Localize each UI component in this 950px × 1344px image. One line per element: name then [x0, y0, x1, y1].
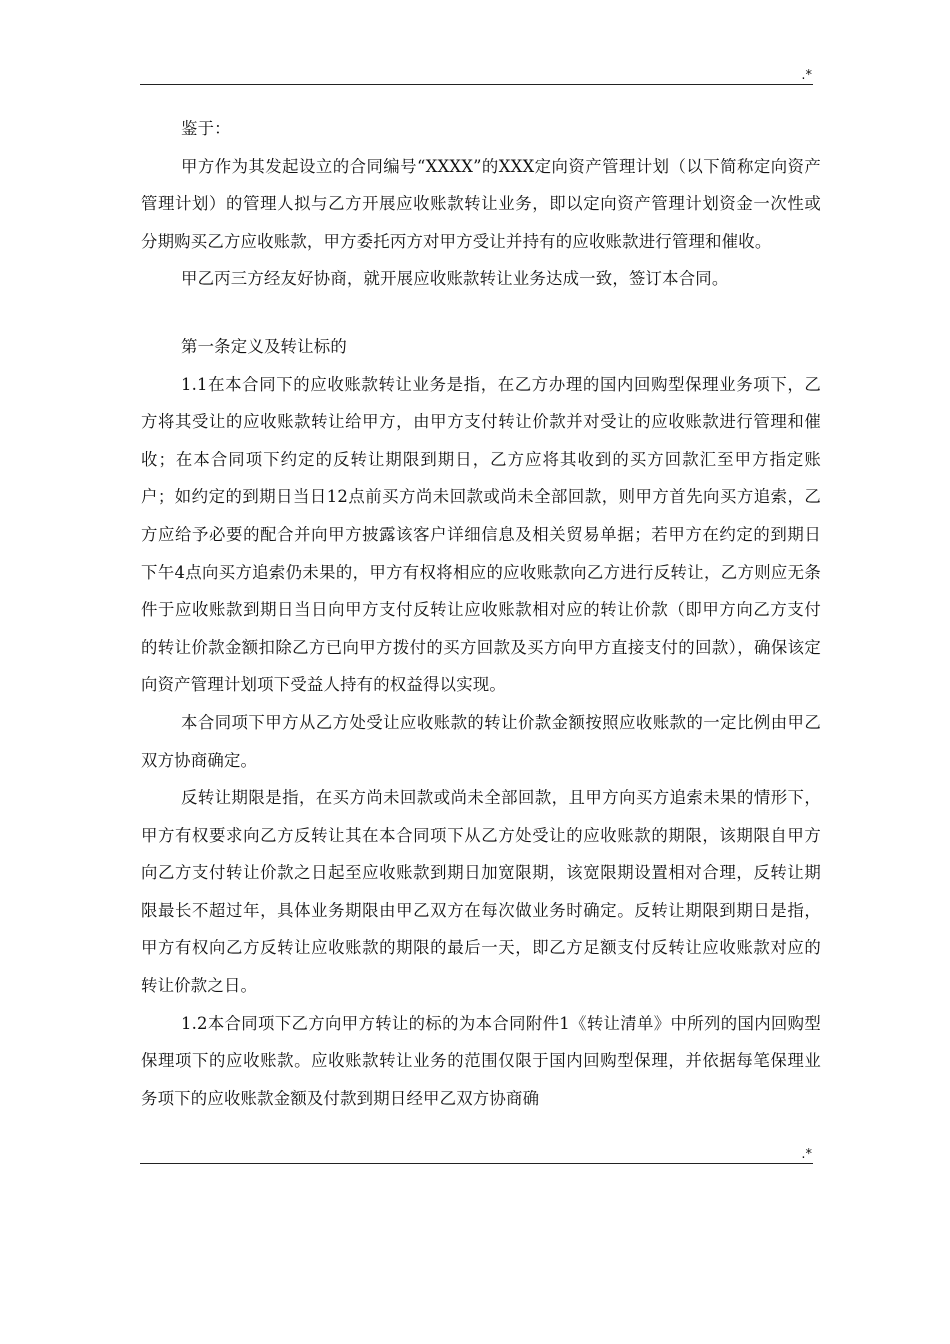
paragraph-agreement: 甲乙丙三方经友好协商，就开展应收账款转让业务达成一致，签订本合同。 [181, 269, 729, 289]
clause-1-2: 1.2本合同项下乙方向甲方转让的标的为本合同附件1《转让清单》中所列的国内回购型保理项下的应收账款。应收账款转让业务的范围仅限于国内回购型保理，并依据每笔保理业务项下的应收账款金额及付款到期日经甲乙双方协商确 [141, 1013, 821, 1108]
article-heading: 第一条定义及转让标的 [181, 336, 347, 356]
paragraph-gap [141, 298, 821, 328]
document-body [141, 110, 821, 1117]
paragraph-transfer-price: 本合同项下甲方从乙方处受让应收账款的转让价款金额按照应收账款的一定比例由甲乙双方协商确定。 [141, 712, 821, 770]
paragraph-reverse-transfer-period: 反转让期限是指，在买方尚未回款或尚未全部回款，且甲方向买方追索未果的情形下，甲方有权要求向乙方反转让其在本合同项下从乙方处受让的应收账款的期限，该期限自甲方向乙方支付转让价款之日起至应收账款到期日加宽限期，该宽限期设置相对合理，反转让期限最长不超过年，具体业务期限由甲乙双方在每次做业务时确定。反转让期限到期日是指，甲方有权向乙方反转让应收账款的期限的最后一天，即乙方足额支付反转让应收账款对应的转让价款之日。 [141, 788, 821, 996]
footer-rule [140, 1163, 813, 1164]
header-mark: .* [801, 68, 812, 83]
paragraph-whereas: 鉴于： [181, 119, 231, 138]
paragraph-background: 甲方作为其发起设立的合同编号“XXXX”的XXX定向资产管理计划（以下简称定向资产管理计划）的管理人拟与乙方开展应收账款转让业务，即以定向资产管理计划资金一次性或分期购买乙方应收账款，甲方委托丙方对甲方受让并持有的应收账款进行管理和催收。 [141, 156, 821, 251]
header-rule [140, 84, 813, 85]
footer-mark: .* [801, 1147, 812, 1162]
clause-1-1: 1.1在本合同下的应收账款转让业务是指，在乙方办理的国内回购型保理业务项下，乙方将其受让的应收账款转让给甲方，由甲方支付转让价款并对受让的应收账款进行管理和催收；在本合同项下约定的反转让期限到期日，乙方应将其收到的买方回款汇至甲方指定账户；如约定的到期日当日12点前买方尚未回款或尚未全部回款，则甲方首先向买方追索，乙方应给予必要的配合并向甲方披露该客户详细信息及相关贸易单据；若甲方在约定的到期日下午4点向买方追索仍未果的，甲方有权将相应的应收账款向乙方进行反转让，乙方则应无条件于应收账款到期日当日向甲方支付反转让应收账款相对应的转让价款（即甲方向乙方支付的转让价款金额扣除乙方已向甲方拨付的买方回款及买方向甲方直接支付的回款），确保该定向资产管理计划项下受益人持有的权益得以实现。 [141, 374, 821, 695]
